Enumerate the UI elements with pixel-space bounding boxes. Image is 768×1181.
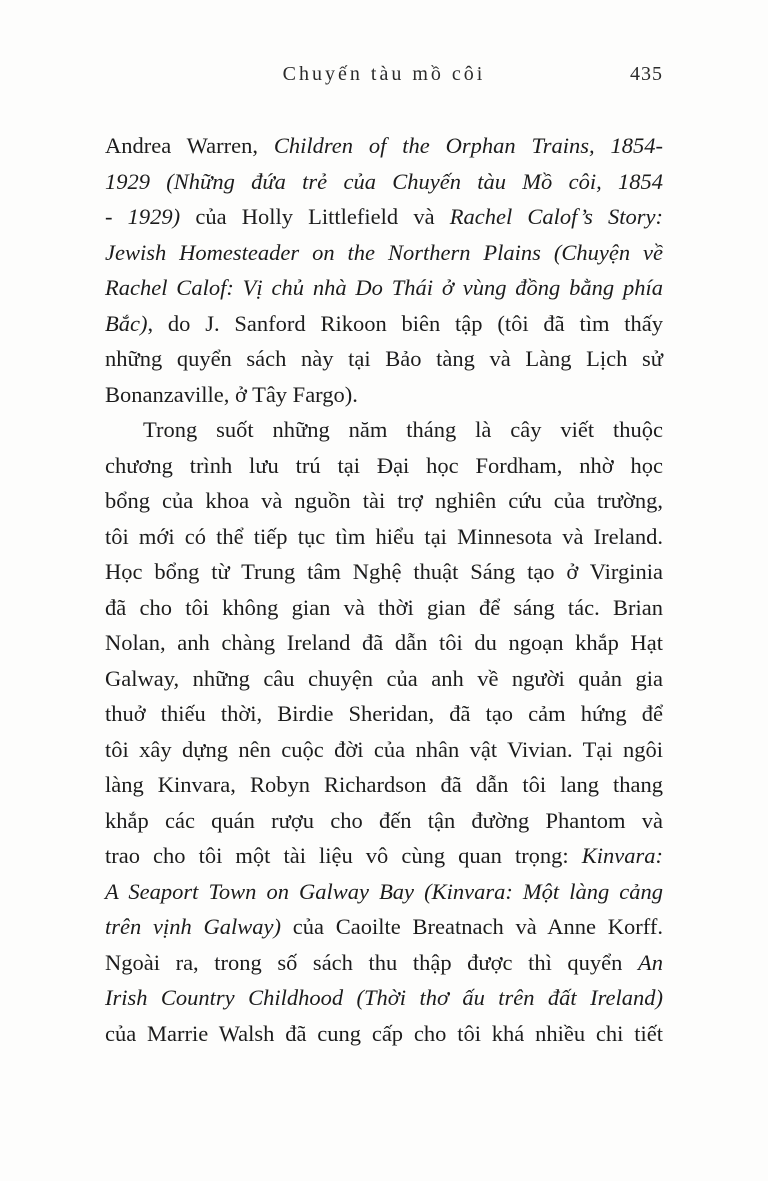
text-segment: làng Kinvara, Robyn Richardson đã dẫn tôi lang thang	[105, 772, 663, 797]
text-line	[105, 341, 663, 377]
text-line	[105, 625, 663, 661]
text-line	[105, 1016, 663, 1052]
text-segment: tôi xây dựng nên cuộc đời của nhân vật Vivian. Tại ngôi	[105, 736, 663, 762]
text-line	[105, 838, 663, 874]
text-line	[105, 270, 663, 306]
text-segment: Andrea Warren,	[105, 133, 274, 158]
italic-text-segment: Kinvara:	[581, 843, 663, 868]
italic-text-segment: A Seaport Town on Galway Bay (Kinvara: Một làng cảng	[105, 878, 663, 904]
italic-text-segment: 1929 (Những đứa trẻ của Chuyến tàu Mồ côi, 1854	[105, 168, 663, 194]
text-line	[105, 199, 663, 235]
text-line	[105, 874, 663, 910]
text-segment: bổng của khoa và nguồn tài trợ nghiên cứu của trường,	[105, 488, 663, 513]
text-line	[105, 590, 663, 626]
text-line	[105, 235, 663, 271]
text-segment: chương trình lưu trú tại Đại học Fordham, nhờ học	[105, 452, 663, 478]
text-line	[105, 128, 663, 164]
italic-text-segment: Irish Country Childhood (Thời thơ ấu trên đất Ireland)	[105, 985, 663, 1010]
text-segment: của Holly Littlefield và	[180, 204, 450, 229]
text-segment: Bonanzaville, ở Tây Fargo).	[105, 381, 358, 407]
text-line	[105, 945, 663, 981]
text-line	[105, 306, 663, 342]
text-line	[105, 803, 663, 839]
text-line	[105, 519, 663, 555]
italic-text-segment: Rachel Calof: Vị chủ nhà Do Thái ở vùng đồng bằng phía	[105, 275, 663, 300]
text-line	[105, 412, 663, 448]
italic-text-segment: Bắc)	[105, 310, 148, 336]
text-line	[105, 483, 663, 519]
text-line	[105, 909, 663, 945]
text-segment: Học bổng từ Trung tâm Nghệ thuật Sáng tạo ở Virginia	[105, 559, 663, 584]
text-segment: khắp các quán rượu cho đến tận đường Phantom và	[105, 807, 663, 833]
text-segment: của Caoilte Breatnach và Anne Korff.	[281, 914, 663, 939]
italic-text-segment: An	[638, 949, 663, 975]
text-line	[105, 164, 663, 200]
running-title: Chuyến tàu mồ côi	[282, 63, 486, 85]
italic-text-segment: Jewish Homesteader on the Northern Plains (Chuyện về	[105, 239, 663, 265]
page-number: 435	[630, 63, 663, 85]
text-line	[105, 696, 663, 732]
text-segment: tôi mới có thể tiếp tục tìm hiểu tại Minnesota và Ireland.	[105, 523, 663, 549]
text-segment: của Marrie Walsh đã cung cấp cho tôi khá nhiều chi tiết	[105, 1020, 663, 1046]
text-line	[105, 377, 663, 413]
text-segment: , do J. Sanford Rikoon biên tập (tôi đã tìm thấy	[147, 310, 663, 336]
italic-text-segment: trên vịnh Galway)	[105, 914, 282, 939]
page-header	[105, 60, 663, 90]
text-segment: Galway, những câu chuyện của anh về người quản gia	[105, 665, 663, 691]
text-segment: thuở thiếu thời, Birdie Sheridan, đã tạo cảm hứng để	[105, 701, 663, 726]
text-line	[105, 448, 663, 484]
text-segment: Nolan, anh chàng Ireland đã dẫn tôi du ngoạn khắp Hạt	[105, 630, 663, 655]
text-segment: Ngoài ra, trong số sách thu thập được thì quyển	[105, 949, 638, 975]
text-segment: những quyển sách này tại Bảo tàng và Làng Lịch sử	[105, 346, 663, 371]
body-text	[105, 128, 663, 1051]
text-line	[105, 767, 663, 803]
text-segment: đã cho tôi không gian và thời gian để sáng tác. Brian	[105, 594, 663, 620]
italic-text-segment: - 1929)	[105, 204, 181, 229]
text-line	[105, 554, 663, 590]
text-segment: trao cho tôi một tài liệu vô cùng quan trọng:	[105, 843, 582, 868]
text-line	[105, 732, 663, 768]
italic-text-segment: Children of the Orphan Trains, 1854-	[273, 133, 663, 158]
text-line	[105, 661, 663, 697]
text-segment: Trong suốt những năm tháng là cây viết thuộc	[143, 417, 663, 442]
text-line	[105, 980, 663, 1016]
italic-text-segment: Rachel Calof’s Story:	[449, 204, 663, 229]
